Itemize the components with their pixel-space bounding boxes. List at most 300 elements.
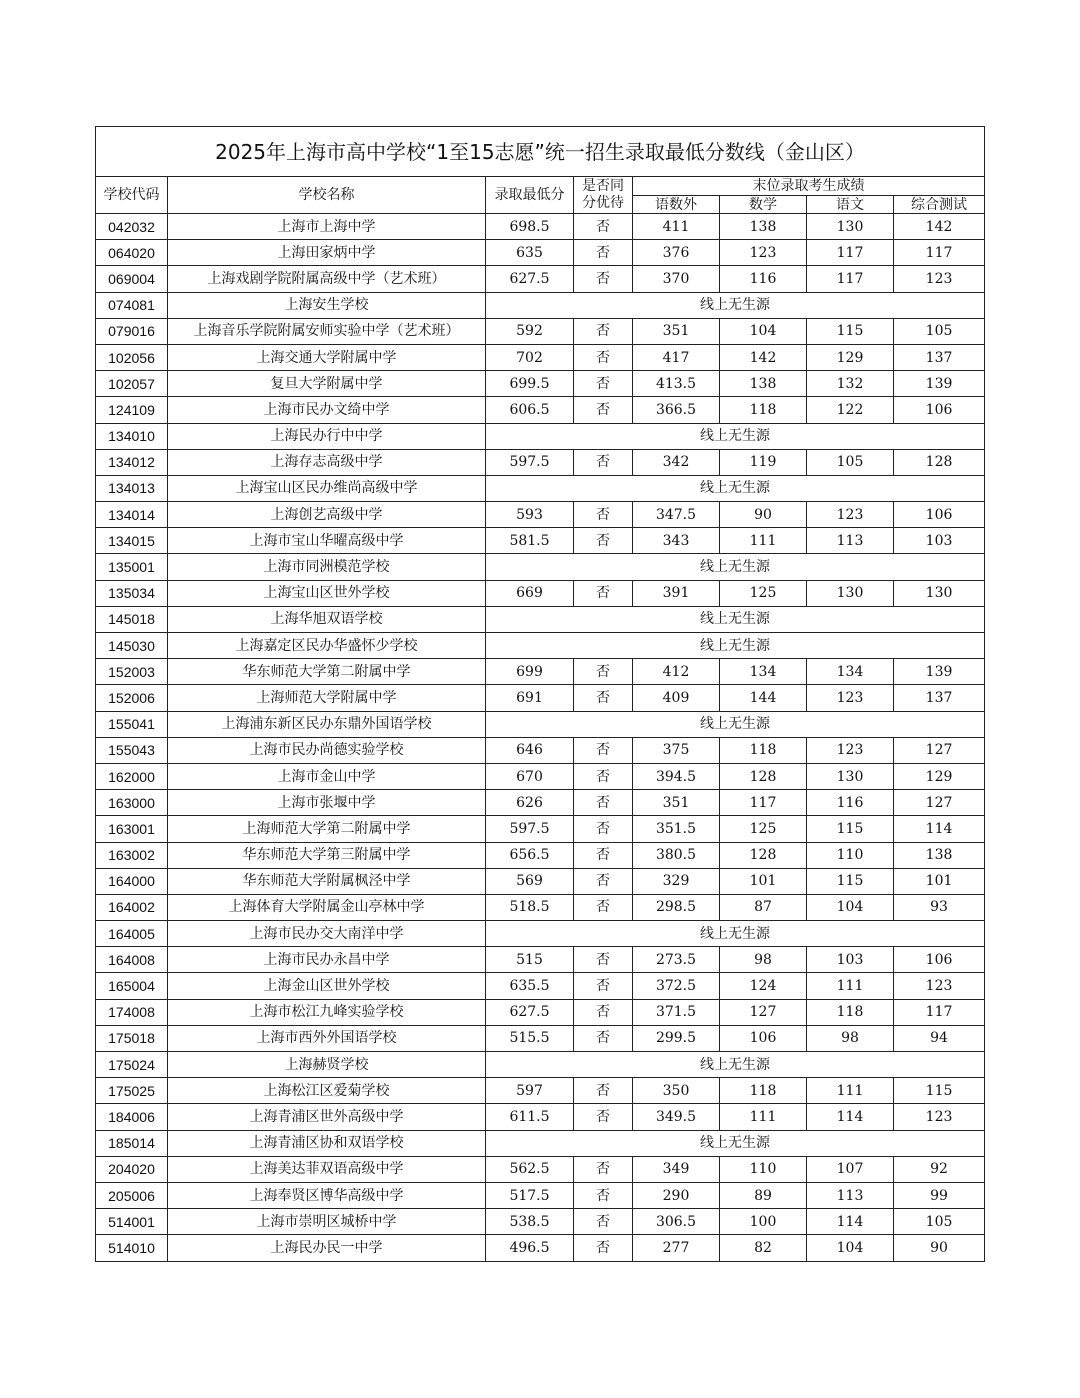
min-score-cell: 515: [486, 947, 574, 973]
math-cell: 123: [720, 240, 807, 266]
min-score-cell: 593: [486, 502, 574, 528]
chinese-cell: 98: [807, 1025, 894, 1051]
school-name-cell: 上海金山区世外学校: [168, 973, 486, 999]
school-code-cell: 064020: [96, 240, 168, 266]
school-code-cell: 152006: [96, 685, 168, 711]
ysw-cell: 277: [633, 1235, 720, 1261]
ysw-cell: 366.5: [633, 397, 720, 423]
priority-cell: 否: [574, 344, 633, 370]
comprehensive-cell: 127: [894, 737, 985, 763]
math-cell: 111: [720, 528, 807, 554]
math-cell: 138: [720, 371, 807, 397]
comprehensive-cell: 137: [894, 685, 985, 711]
school-code-cell: 102056: [96, 344, 168, 370]
comprehensive-cell: 101: [894, 868, 985, 894]
school-code-cell: 164002: [96, 894, 168, 920]
min-score-cell: 646: [486, 737, 574, 763]
comprehensive-cell: 130: [894, 580, 985, 606]
table-row: [96, 973, 985, 999]
ysw-cell: 376: [633, 240, 720, 266]
school-code-cell: 174008: [96, 999, 168, 1025]
school-name-cell: 上海戏剧学院附属高级中学（艺术班）: [168, 266, 486, 292]
math-cell: 101: [720, 868, 807, 894]
school-name-cell: 上海市上海中学: [168, 214, 486, 240]
ysw-cell: 351: [633, 790, 720, 816]
ysw-cell: 343: [633, 528, 720, 554]
chinese-cell: 130: [807, 580, 894, 606]
chinese-cell: 117: [807, 266, 894, 292]
school-name-cell: 上海宝山区民办维尚高级中学: [168, 475, 486, 501]
comprehensive-cell: 128: [894, 449, 985, 475]
table-row: [96, 947, 985, 973]
chinese-cell: 122: [807, 397, 894, 423]
chinese-cell: 115: [807, 816, 894, 842]
min-score-cell: 699: [486, 659, 574, 685]
school-name-cell: 上海松江区爱菊学校: [168, 1078, 486, 1104]
priority-cell: 否: [574, 868, 633, 894]
chinese-cell: 118: [807, 999, 894, 1025]
ysw-cell: 351: [633, 318, 720, 344]
min-score-cell: 656.5: [486, 842, 574, 868]
table-row: [96, 606, 985, 632]
priority-cell: 否: [574, 580, 633, 606]
comprehensive-cell: 106: [894, 947, 985, 973]
school-code-cell: 145030: [96, 633, 168, 659]
table-row: [96, 528, 985, 554]
chinese-cell: 110: [807, 842, 894, 868]
header-min-score: 录取最低分: [486, 177, 574, 214]
min-score-cell: 517.5: [486, 1182, 574, 1208]
school-name-cell: 上海宝山区世外学校: [168, 580, 486, 606]
table-row: [96, 685, 985, 711]
math-cell: 142: [720, 344, 807, 370]
school-name-cell: 华东师范大学附属枫泾中学: [168, 868, 486, 894]
math-cell: 124: [720, 973, 807, 999]
comprehensive-cell: 103: [894, 528, 985, 554]
school-code-cell: 164008: [96, 947, 168, 973]
table-row: [96, 790, 985, 816]
ysw-cell: 413.5: [633, 371, 720, 397]
priority-cell: 否: [574, 502, 633, 528]
table-row: [96, 214, 985, 240]
math-cell: 125: [720, 816, 807, 842]
math-cell: 125: [720, 580, 807, 606]
chinese-cell: 123: [807, 737, 894, 763]
chinese-cell: 116: [807, 790, 894, 816]
table-row: [96, 1104, 985, 1130]
school-code-cell: 152003: [96, 659, 168, 685]
school-name-cell: 上海市同洲模范学校: [168, 554, 486, 580]
school-name-cell: 上海市民办文绮中学: [168, 397, 486, 423]
school-code-cell: 145018: [96, 606, 168, 632]
math-cell: 128: [720, 763, 807, 789]
school-code-cell: 102057: [96, 371, 168, 397]
priority-cell: 否: [574, 999, 633, 1025]
ysw-cell: 299.5: [633, 1025, 720, 1051]
header-math: 数学: [720, 196, 807, 214]
comprehensive-cell: 115: [894, 1078, 985, 1104]
ysw-cell: 375: [633, 737, 720, 763]
school-code-cell: 074081: [96, 292, 168, 318]
table-row: [96, 763, 985, 789]
school-code-cell: 134013: [96, 475, 168, 501]
table-row: [96, 659, 985, 685]
table-row: [96, 633, 985, 659]
min-score-cell: 626: [486, 790, 574, 816]
ysw-cell: 349: [633, 1156, 720, 1182]
school-name-cell: 上海市民办尚德实验学校: [168, 737, 486, 763]
table-row: [96, 999, 985, 1025]
table-row: [96, 842, 985, 868]
chinese-cell: 103: [807, 947, 894, 973]
ysw-cell: 412: [633, 659, 720, 685]
ysw-cell: 372.5: [633, 973, 720, 999]
min-score-cell: 670: [486, 763, 574, 789]
school-name-cell: 上海市张堰中学: [168, 790, 486, 816]
ysw-cell: 329: [633, 868, 720, 894]
comprehensive-cell: 92: [894, 1156, 985, 1182]
table-title: 2025年上海市高中学校“1至15志愿”统一招生录取最低分数线（金山区）: [96, 127, 985, 177]
table-row: [96, 502, 985, 528]
comprehensive-cell: 123: [894, 1104, 985, 1130]
comprehensive-cell: 139: [894, 371, 985, 397]
table-row: [96, 1078, 985, 1104]
table-row: [96, 554, 985, 580]
ysw-cell: 380.5: [633, 842, 720, 868]
priority-cell: 否: [574, 266, 633, 292]
priority-cell: 否: [574, 685, 633, 711]
ysw-cell: 273.5: [633, 947, 720, 973]
min-score-cell: 606.5: [486, 397, 574, 423]
chinese-cell: 111: [807, 1078, 894, 1104]
school-name-cell: 上海市宝山华曜高级中学: [168, 528, 486, 554]
comprehensive-cell: 94: [894, 1025, 985, 1051]
school-name-cell: 上海美达菲双语高级中学: [168, 1156, 486, 1182]
comprehensive-cell: 137: [894, 344, 985, 370]
school-name-cell: 上海市民办交大南洋中学: [168, 921, 486, 947]
no-source-cell: 线上无生源: [486, 475, 985, 501]
school-code-cell: 163001: [96, 816, 168, 842]
header-ysw: 语数外: [633, 196, 720, 214]
chinese-cell: 134: [807, 659, 894, 685]
comprehensive-cell: 99: [894, 1182, 985, 1208]
comprehensive-cell: 123: [894, 266, 985, 292]
school-code-cell: 175024: [96, 1052, 168, 1078]
school-name-cell: 上海师范大学附属中学: [168, 685, 486, 711]
school-code-cell: 175025: [96, 1078, 168, 1104]
table-row: [96, 894, 985, 920]
school-name-cell: 上海交通大学附属中学: [168, 344, 486, 370]
school-name-cell: 华东师范大学第三附属中学: [168, 842, 486, 868]
chinese-cell: 115: [807, 868, 894, 894]
no-source-cell: 线上无生源: [486, 606, 985, 632]
school-name-cell: 上海体育大学附属金山亭林中学: [168, 894, 486, 920]
priority-cell: 否: [574, 737, 633, 763]
table-row: [96, 1052, 985, 1078]
priority-cell: 否: [574, 894, 633, 920]
priority-cell: 否: [574, 1209, 633, 1235]
table-row: [96, 816, 985, 842]
school-code-cell: 163000: [96, 790, 168, 816]
school-name-cell: 上海音乐学院附属安师实验中学（艺术班）: [168, 318, 486, 344]
school-name-cell: 上海赫贤学校: [168, 1052, 486, 1078]
score-sheet: [95, 126, 984, 1262]
ysw-cell: 370: [633, 266, 720, 292]
table-row: [96, 266, 985, 292]
school-name-cell: 上海市西外外国语学校: [168, 1025, 486, 1051]
min-score-cell: 611.5: [486, 1104, 574, 1130]
min-score-cell: 702: [486, 344, 574, 370]
priority-cell: 否: [574, 1235, 633, 1261]
min-score-cell: 691: [486, 685, 574, 711]
min-score-cell: 597: [486, 1078, 574, 1104]
math-cell: 118: [720, 397, 807, 423]
ysw-cell: 417: [633, 344, 720, 370]
comprehensive-cell: 127: [894, 790, 985, 816]
table-row: [96, 371, 985, 397]
table-row: [96, 240, 985, 266]
school-code-cell: 134015: [96, 528, 168, 554]
no-source-cell: 线上无生源: [486, 292, 985, 318]
header-same-score-priority: [574, 177, 633, 214]
chinese-cell: 104: [807, 1235, 894, 1261]
ysw-cell: 394.5: [633, 763, 720, 789]
school-name-cell: 上海奉贤区博华高级中学: [168, 1182, 486, 1208]
school-code-cell: 164000: [96, 868, 168, 894]
min-score-cell: 562.5: [486, 1156, 574, 1182]
math-cell: 144: [720, 685, 807, 711]
table-body: [96, 214, 985, 1262]
math-cell: 87: [720, 894, 807, 920]
min-score-cell: 592: [486, 318, 574, 344]
math-cell: 98: [720, 947, 807, 973]
table-row: [96, 1025, 985, 1051]
ysw-cell: 391: [633, 580, 720, 606]
no-source-cell: 线上无生源: [486, 1130, 985, 1156]
comprehensive-cell: 129: [894, 763, 985, 789]
ysw-cell: 351.5: [633, 816, 720, 842]
priority-cell: 否: [574, 240, 633, 266]
math-cell: 110: [720, 1156, 807, 1182]
min-score-cell: 627.5: [486, 266, 574, 292]
ysw-cell: 349.5: [633, 1104, 720, 1130]
comprehensive-cell: 142: [894, 214, 985, 240]
comprehensive-cell: 90: [894, 1235, 985, 1261]
chinese-cell: 113: [807, 528, 894, 554]
min-score-cell: 515.5: [486, 1025, 574, 1051]
priority-cell: 否: [574, 1156, 633, 1182]
table-row: [96, 449, 985, 475]
school-code-cell: 155041: [96, 711, 168, 737]
math-cell: 116: [720, 266, 807, 292]
math-cell: 128: [720, 842, 807, 868]
min-score-cell: 635: [486, 240, 574, 266]
header-comprehensive: 综合测试: [894, 196, 985, 214]
school-code-cell: 175018: [96, 1025, 168, 1051]
school-code-cell: 155043: [96, 737, 168, 763]
chinese-cell: 114: [807, 1209, 894, 1235]
chinese-cell: 113: [807, 1182, 894, 1208]
no-source-cell: 线上无生源: [486, 921, 985, 947]
priority-cell: 否: [574, 214, 633, 240]
table-row: [96, 1209, 985, 1235]
no-source-cell: 线上无生源: [486, 711, 985, 737]
comprehensive-cell: 117: [894, 999, 985, 1025]
priority-cell: 否: [574, 318, 633, 344]
priority-cell: 否: [574, 371, 633, 397]
header-school-name: 学校名称: [168, 177, 486, 214]
school-name-cell: 上海田家炳中学: [168, 240, 486, 266]
ysw-cell: 290: [633, 1182, 720, 1208]
admission-score-table: [95, 126, 985, 1262]
chinese-cell: 107: [807, 1156, 894, 1182]
table-row: [96, 1156, 985, 1182]
comprehensive-cell: 138: [894, 842, 985, 868]
ysw-cell: 347.5: [633, 502, 720, 528]
chinese-cell: 117: [807, 240, 894, 266]
table-row: [96, 711, 985, 737]
school-name-cell: 上海师范大学第二附属中学: [168, 816, 486, 842]
school-code-cell: 185014: [96, 1130, 168, 1156]
school-name-cell: 上海浦东新区民办东鼎外国语学校: [168, 711, 486, 737]
school-code-cell: 042032: [96, 214, 168, 240]
school-code-cell: 205006: [96, 1182, 168, 1208]
min-score-cell: 699.5: [486, 371, 574, 397]
school-code-cell: 134010: [96, 423, 168, 449]
school-name-cell: 上海民办行中中学: [168, 423, 486, 449]
priority-cell: 否: [574, 763, 633, 789]
school-name-cell: 上海存志高级中学: [168, 449, 486, 475]
ysw-cell: 350: [633, 1078, 720, 1104]
school-name-cell: 上海市金山中学: [168, 763, 486, 789]
table-row: [96, 397, 985, 423]
school-name-cell: 上海市松江九峰实验学校: [168, 999, 486, 1025]
school-code-cell: 135001: [96, 554, 168, 580]
school-code-cell: 184006: [96, 1104, 168, 1130]
priority-cell: 否: [574, 397, 633, 423]
table-row: [96, 344, 985, 370]
school-name-cell: 上海青浦区协和双语学校: [168, 1130, 486, 1156]
math-cell: 82: [720, 1235, 807, 1261]
priority-cell: 否: [574, 1025, 633, 1051]
priority-cell: 否: [574, 528, 633, 554]
priority-cell: 否: [574, 1182, 633, 1208]
chinese-cell: 132: [807, 371, 894, 397]
math-cell: 134: [720, 659, 807, 685]
chinese-cell: 104: [807, 894, 894, 920]
ysw-cell: 409: [633, 685, 720, 711]
priority-cell: 否: [574, 842, 633, 868]
comprehensive-cell: 105: [894, 318, 985, 344]
math-cell: 90: [720, 502, 807, 528]
school-name-cell: 上海嘉定区民办华盛怀少学校: [168, 633, 486, 659]
chinese-cell: 123: [807, 502, 894, 528]
table-row: [96, 1235, 985, 1261]
priority-cell: 否: [574, 790, 633, 816]
math-cell: 118: [720, 1078, 807, 1104]
min-score-cell: 669: [486, 580, 574, 606]
header-school-code: 学校代码: [96, 177, 168, 214]
table-row: [96, 423, 985, 449]
school-name-cell: 上海市崇明区城桥中学: [168, 1209, 486, 1235]
table-row: [96, 1130, 985, 1156]
comprehensive-cell: 114: [894, 816, 985, 842]
header-same-score-priority-text: 是否同分优待: [582, 177, 624, 211]
school-name-cell: 上海青浦区世外高级中学: [168, 1104, 486, 1130]
comprehensive-cell: 106: [894, 397, 985, 423]
school-code-cell: 164005: [96, 921, 168, 947]
min-score-cell: 627.5: [486, 999, 574, 1025]
no-source-cell: 线上无生源: [486, 633, 985, 659]
school-name-cell: 上海创艺高级中学: [168, 502, 486, 528]
min-score-cell: 518.5: [486, 894, 574, 920]
table-row: [96, 580, 985, 606]
school-code-cell: 514001: [96, 1209, 168, 1235]
school-code-cell: 134012: [96, 449, 168, 475]
table-row: [96, 475, 985, 501]
chinese-cell: 130: [807, 763, 894, 789]
min-score-cell: 496.5: [486, 1235, 574, 1261]
school-name-cell: 华东师范大学第二附属中学: [168, 659, 486, 685]
comprehensive-cell: 117: [894, 240, 985, 266]
priority-cell: 否: [574, 973, 633, 999]
chinese-cell: 105: [807, 449, 894, 475]
priority-cell: 否: [574, 1104, 633, 1130]
math-cell: 127: [720, 999, 807, 1025]
min-score-cell: 597.5: [486, 449, 574, 475]
school-code-cell: 079016: [96, 318, 168, 344]
table-row: [96, 1182, 985, 1208]
comprehensive-cell: 105: [894, 1209, 985, 1235]
math-cell: 89: [720, 1182, 807, 1208]
header-chinese: 语文: [807, 196, 894, 214]
priority-cell: 否: [574, 1078, 633, 1104]
min-score-cell: 635.5: [486, 973, 574, 999]
ysw-cell: 306.5: [633, 1209, 720, 1235]
chinese-cell: 114: [807, 1104, 894, 1130]
chinese-cell: 115: [807, 318, 894, 344]
min-score-cell: 597.5: [486, 816, 574, 842]
school-code-cell: 069004: [96, 266, 168, 292]
school-code-cell: 204020: [96, 1156, 168, 1182]
min-score-cell: 569: [486, 868, 574, 894]
ysw-cell: 342: [633, 449, 720, 475]
math-cell: 119: [720, 449, 807, 475]
priority-cell: 否: [574, 947, 633, 973]
chinese-cell: 111: [807, 973, 894, 999]
table-row: [96, 868, 985, 894]
ysw-cell: 411: [633, 214, 720, 240]
school-code-cell: 163002: [96, 842, 168, 868]
school-name-cell: 复旦大学附属中学: [168, 371, 486, 397]
chinese-cell: 123: [807, 685, 894, 711]
min-score-cell: 581.5: [486, 528, 574, 554]
school-code-cell: 162000: [96, 763, 168, 789]
table-row: [96, 737, 985, 763]
school-name-cell: 上海安生学校: [168, 292, 486, 318]
school-code-cell: 165004: [96, 973, 168, 999]
math-cell: 111: [720, 1104, 807, 1130]
math-cell: 106: [720, 1025, 807, 1051]
math-cell: 117: [720, 790, 807, 816]
table-row: [96, 292, 985, 318]
school-code-cell: 134014: [96, 502, 168, 528]
math-cell: 118: [720, 737, 807, 763]
chinese-cell: 130: [807, 214, 894, 240]
school-name-cell: 上海市民办永昌中学: [168, 947, 486, 973]
comprehensive-cell: 123: [894, 973, 985, 999]
math-cell: 138: [720, 214, 807, 240]
